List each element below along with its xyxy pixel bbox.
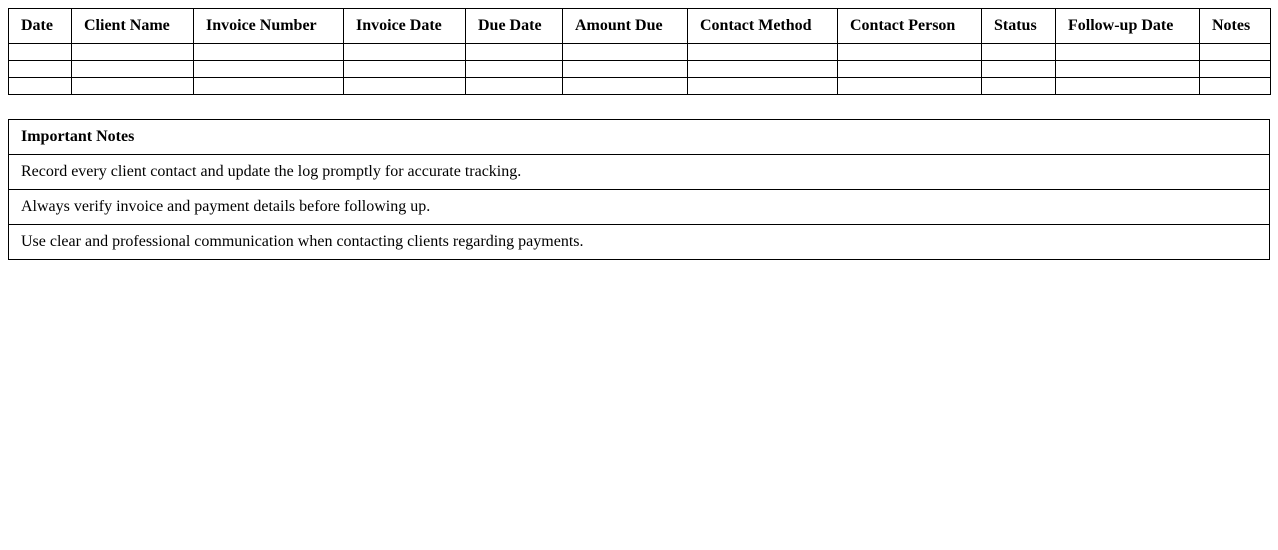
table-header-row [9,9,1271,44]
table-cell[interactable] [838,44,982,61]
table-cell[interactable] [1200,44,1271,61]
notes-heading: Important Notes [9,120,1270,155]
table-cell[interactable] [563,78,688,95]
column-header-amount-due: Amount Due [563,9,688,44]
table-cell[interactable] [838,78,982,95]
note-text: Use clear and professional communication when contacting clients regarding payments. [9,225,1270,260]
table-cell[interactable] [344,44,466,61]
table-cell[interactable] [688,78,838,95]
table-cell[interactable] [72,61,194,78]
table-cell[interactable] [9,61,72,78]
important-notes-table [8,119,1270,260]
table-cell[interactable] [688,44,838,61]
table-cell[interactable] [982,61,1056,78]
table-row [9,78,1271,95]
column-header-due-date: Due Date [466,9,563,44]
table-cell[interactable] [1056,78,1200,95]
table-cell[interactable] [1056,61,1200,78]
table-cell[interactable] [466,78,563,95]
table-cell[interactable] [838,61,982,78]
table-row [9,61,1271,78]
table-cell[interactable] [72,78,194,95]
column-header-invoice-date: Invoice Date [344,9,466,44]
table-cell[interactable] [194,61,344,78]
table-cell[interactable] [982,78,1056,95]
column-header-contact-person: Contact Person [838,9,982,44]
list-item [9,190,1270,225]
table-cell[interactable] [9,78,72,95]
table-cell[interactable] [563,61,688,78]
table-cell[interactable] [563,44,688,61]
table-cell[interactable] [344,78,466,95]
notes-header-row [9,120,1270,155]
table-cell[interactable] [1200,78,1271,95]
column-header-client-name: Client Name [72,9,194,44]
table-cell[interactable] [194,44,344,61]
column-header-contact-method: Contact Method [688,9,838,44]
note-text: Record every client contact and update the log promptly for accurate tracking. [9,155,1270,190]
column-header-date: Date [9,9,72,44]
list-item [9,155,1270,190]
table-cell[interactable] [72,44,194,61]
table-row [9,44,1271,61]
column-header-notes: Notes [1200,9,1271,44]
table-cell[interactable] [1200,61,1271,78]
column-header-status: Status [982,9,1056,44]
table-cell[interactable] [688,61,838,78]
payment-follow-up-log-table [8,8,1271,95]
table-cell[interactable] [9,44,72,61]
table-cell[interactable] [344,61,466,78]
table-cell[interactable] [466,44,563,61]
table-cell[interactable] [466,61,563,78]
table-cell[interactable] [1056,44,1200,61]
table-cell[interactable] [982,44,1056,61]
list-item [9,225,1270,260]
column-header-follow-up-date: Follow-up Date [1056,9,1200,44]
table-cell[interactable] [194,78,344,95]
note-text: Always verify invoice and payment details before following up. [9,190,1270,225]
column-header-invoice-number: Invoice Number [194,9,344,44]
